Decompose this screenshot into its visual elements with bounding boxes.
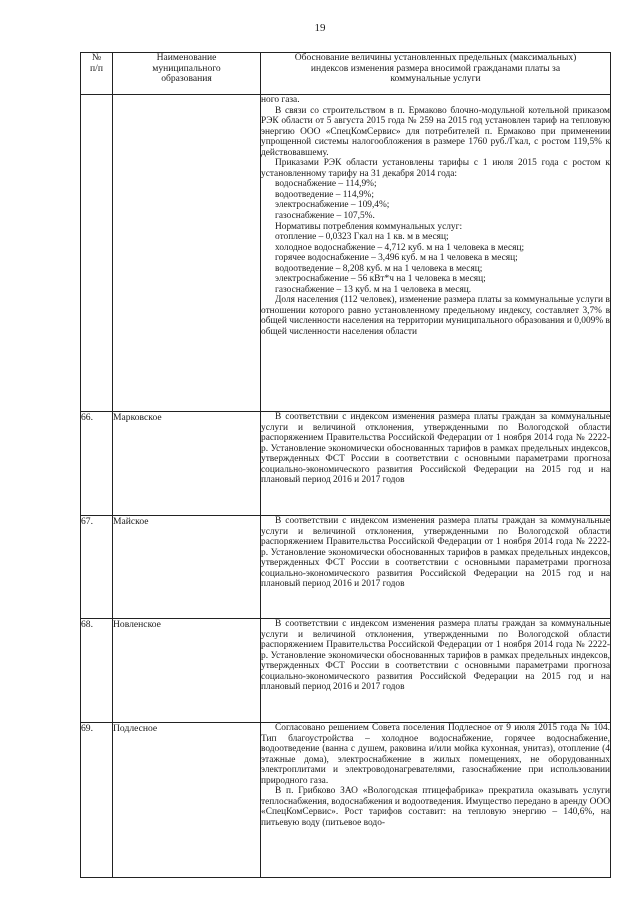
list-item: водоотведение – 8,208 куб. м на 1 человека в месяц; <box>275 263 483 274</box>
list-item: водоснабжение – 114,9%; <box>275 179 377 190</box>
row-num: 67. <box>81 516 113 619</box>
table-header-row <box>81 53 611 95</box>
header-name <box>113 53 261 95</box>
header-num-text: № п/п <box>90 52 103 74</box>
row-num: 69. <box>81 723 113 878</box>
row-name: Майское <box>113 516 261 619</box>
page-number: 19 <box>314 22 326 34</box>
list-item: горячее водоснабжение – 3,496 куб. м на 1 человека в месяц; <box>275 253 518 264</box>
paragraph: В соответствии с индексом изменения размера платы граждан за коммунальные услуги и величиной отклонения, утвержденными по Вологодской области распоряжением Правительства Российской Федерации от 1 ноября 2014 года № 2222-р. Установление экономически обоснованных тарифов в рамках предельных индексов, утвержденных ФСТ России в соответствии с основными параметрами прогноза социально-экономического развития Российской Федерации на 2015 год и на плановый период 2016 и 2017 годов <box>261 619 610 693</box>
row-text-cell <box>261 412 611 516</box>
table-row <box>81 723 611 878</box>
row-text-cell <box>261 516 611 619</box>
row-text-cell <box>261 95 611 412</box>
paragraph: ного газа. <box>261 95 300 105</box>
row-text-cell <box>261 619 611 723</box>
row-name-cell <box>113 95 261 412</box>
row-name: Новленское <box>113 619 261 723</box>
list-item: газоснабжение – 13 куб. м на 1 человека в месяц. <box>275 284 472 295</box>
list-item: водоотведение – 114,9%; <box>275 189 374 200</box>
paragraph: Приказами РЭК области установлены тарифы с 1 июля 2015 года с ростом к установленному тарифу на 31 декабря 2014 года: <box>261 158 610 179</box>
row-num-cell <box>81 95 113 412</box>
header-num <box>81 53 113 95</box>
header-text-text: Обоснование величины установленных предельных (максимальных) индексов изменения размера вносимой гражданами платы за коммунальные услуги <box>294 52 577 85</box>
paragraph: В соответствии с индексом изменения размера платы граждан за коммунальные услуги и величиной отклонения, утвержденными по Вологодской области распоряжением Правительства Российской Федерации от 1 ноября 2014 года № 2222-р. Установление экономически обоснованных тарифов в рамках предельных индексов, утвержденных ФСТ России в соответствии с основными параметрами прогноза социально-экономического развития Российской Федерации на 2015 год и на плановый период 2016 и 2017 годов <box>261 412 610 486</box>
header-name-text: Наименование муниципального образования <box>152 52 221 85</box>
row-num: 66. <box>81 412 113 516</box>
list-item: холодное водоснабжение – 4,712 куб. м на 1 человека в месяц; <box>275 242 525 253</box>
row-text-cell <box>261 723 611 878</box>
paragraph: В связи со строительством в п. Ермаково блочно-модульной котельной приказом РЭК области от 5 августа 2015 года № 259 на 2015 год установлен тариф на тепловую энергию ООО «СпецКомСервис» для потребителей п. Ермаково при применении упрощенной системы налогообложения в размере 1760 руб./Гкал, с ростом 119,5% к действовавшему. <box>261 105 610 158</box>
list-item: отопление – 0,0323 Гкал на 1 кв. м в месяц; <box>275 232 449 243</box>
row-name: Марковское <box>113 412 261 516</box>
paragraph: Согласовано решением Совета поселения Подлесное от 9 июля 2015 года № 104. Тип благоустройства – холодное водоснабжение, горячее водоснабжение, водоотведение (ванна с душем, раковина и/или мойка кухонная, унитаз), отопление (4 этажные дома), электроснабжение в жилых помещениях, не оборудованных электроплитами и электроводонагревателями, газоснабжение при использовании природного газа. <box>261 723 610 786</box>
paragraph: Доля населения (112 человек), изменение размера платы за коммунальные услуги в отношении которого равно установленному предельному индексу, составляет 3,7% в общей численности населения на территории муниципального образования и 0,009% в общей численности населения области <box>261 295 610 338</box>
table-row <box>81 516 611 619</box>
row-name: Подлесное <box>113 723 261 878</box>
justification-table <box>80 52 611 878</box>
list-item: электроснабжение – 109,4%; <box>275 200 390 211</box>
list-item: газоснабжение – 107,5%. <box>275 211 375 222</box>
table-row <box>81 95 611 412</box>
list-item: Нормативы потребления коммунальных услуг: <box>275 221 463 232</box>
list-item: электроснабжение – 56 кВт*ч на 1 человека в месяц; <box>275 274 486 285</box>
table-row <box>81 619 611 723</box>
paragraph: В п. Грибково ЗАО «Вологодская птицефабрика» прекратила оказывать услуги теплоснабжения, водоснабжения и водоотведения. Имущество передано в аренду ООО «СпецКомСервис». Рост тарифов составит: на тепловую энергию – 140,6%, на питьевую воду (питьевое водо- <box>261 786 610 828</box>
paragraph: В соответствии с индексом изменения размера платы граждан за коммунальные услуги и величиной отклонения, утвержденными по Вологодской области распоряжением Правительства Российской Федерации от 1 ноября 2014 года № 2222-р. Установление экономически обоснованных тарифов в рамках предельных индексов, утвержденных ФСТ России в соответствии с основными параметрами прогноза социально-экономического развития Российской Федерации на 2015 год и на плановый период 2016 и 2017 годов <box>261 516 610 590</box>
header-text <box>261 53 611 95</box>
table-row <box>81 412 611 516</box>
row-num: 68. <box>81 619 113 723</box>
